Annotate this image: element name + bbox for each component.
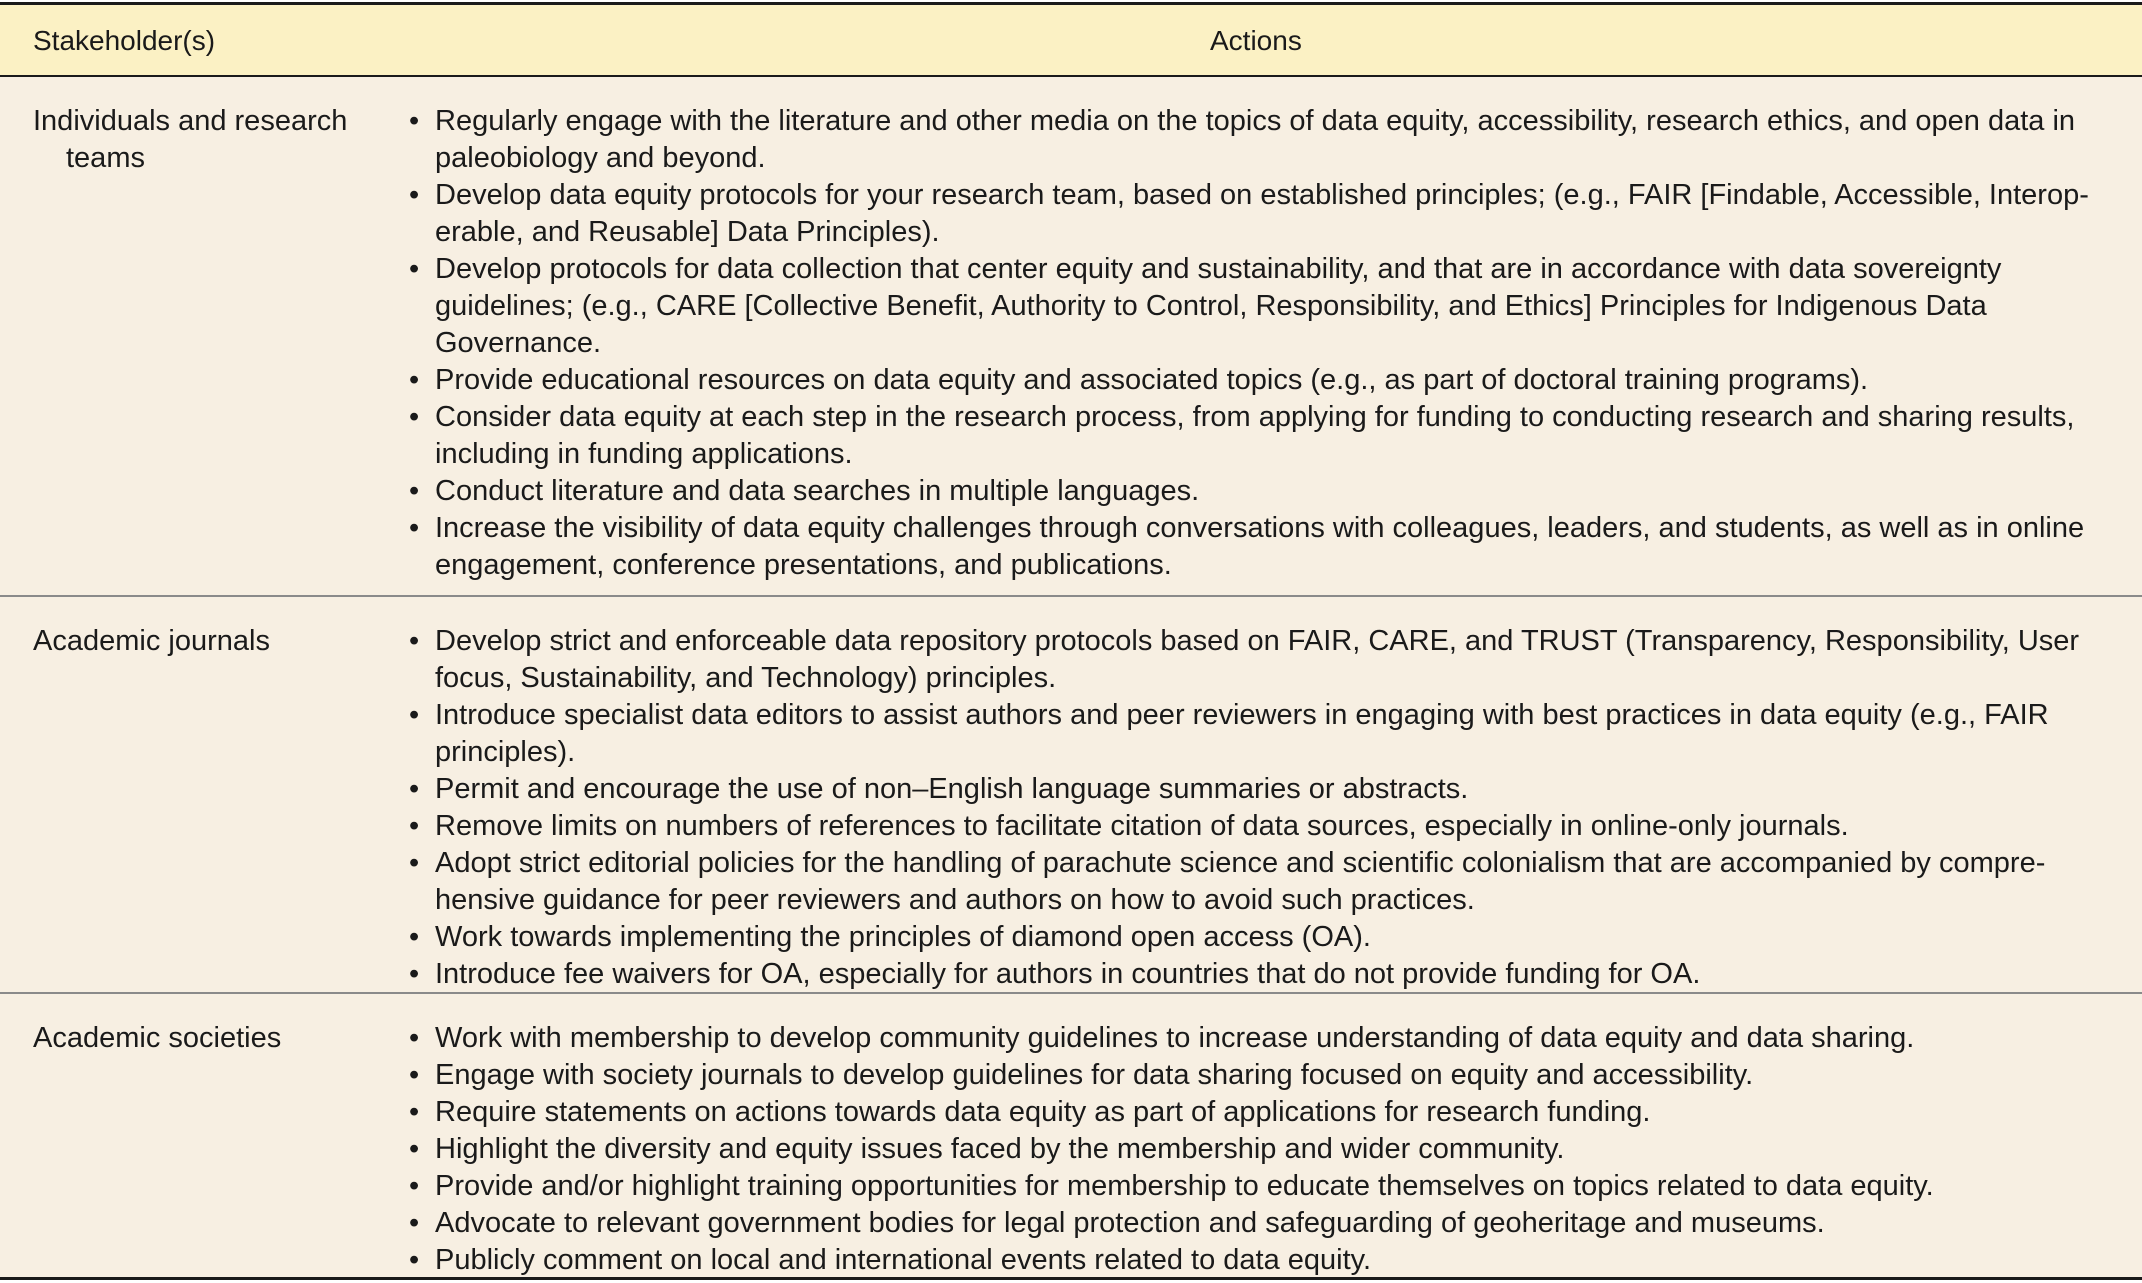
- stakeholder-actions-table: [0, 2, 2142, 1280]
- bullet-icon: •: [409, 1096, 420, 1128]
- action-text-line: Introduce specialist data editors to assist authors and peer reviewers in engaging with best practices in data equity (e.g., FAIR: [435, 699, 2049, 731]
- stakeholder-name: [33, 623, 393, 660]
- action-text-line: Adopt strict editorial policies for the handling of parachute science and scientific colonialism that are accompanied by compre-: [435, 847, 2046, 879]
- bullet-icon: •: [409, 921, 420, 953]
- action-text-line: Permit and encourage the use of non–English language summaries or abstracts.: [435, 773, 1469, 805]
- stakeholder-name-line: teams: [66, 142, 145, 174]
- bullet-icon: •: [409, 475, 420, 507]
- stakeholder-name-line: Individuals and research: [33, 105, 348, 137]
- bullet-icon: •: [409, 625, 420, 657]
- action-text-line: Consider data equity at each step in the research process, from applying for funding to conducting research and sharing results,: [435, 401, 2075, 433]
- action-item: [405, 103, 2117, 177]
- header-stakeholders: Stakeholder(s): [33, 25, 216, 56]
- bullet-icon: •: [409, 364, 420, 396]
- action-text-line: Conduct literature and data searches in multiple languages.: [435, 475, 1200, 507]
- action-text-line: erable, and Reusable] Data Principles).: [435, 216, 940, 248]
- action-text-line: Work with membership to develop community guidelines to increase understanding of data equity and data sharing.: [435, 1022, 1915, 1054]
- actions-list: [405, 623, 2117, 993]
- action-text-line: principles).: [435, 736, 576, 768]
- action-text-line: Engage with society journals to develop guidelines for data sharing focused on equity and accessibility.: [435, 1059, 1754, 1091]
- action-text-line: Develop protocols for data collection that center equity and sustainability, and that are in accordance with data sovereignty: [435, 253, 2002, 285]
- action-item: [405, 956, 2117, 993]
- bullet-icon: •: [409, 958, 420, 990]
- stakeholder-name-line: Academic societies: [33, 1022, 282, 1054]
- action-text-line: Provide educational resources on data equity and associated topics (e.g., as part of doctoral training programs).: [435, 364, 1869, 396]
- action-item: [405, 623, 2117, 697]
- table-header-row: [0, 5, 2142, 77]
- action-item: [405, 510, 2117, 584]
- action-text-line: Advocate to relevant government bodies for legal protection and safeguarding of geoheritage and museums.: [435, 1207, 1825, 1239]
- action-text-line: Work towards implementing the principles of diamond open access (OA).: [435, 921, 1371, 953]
- table-row: [0, 77, 2142, 597]
- action-item: [405, 251, 2117, 362]
- bullet-icon: •: [409, 401, 420, 433]
- action-text-line: Introduce fee waivers for OA, especially for authors in countries that do not provide funding for OA.: [435, 958, 1701, 990]
- stakeholder-name: [33, 1020, 393, 1057]
- bullet-icon: •: [409, 1133, 420, 1165]
- action-item: [405, 1131, 2117, 1168]
- action-text-line: hensive guidance for peer reviewers and authors on how to avoid such practices.: [435, 884, 1475, 916]
- bullet-icon: •: [409, 1207, 420, 1239]
- action-text-line: Develop data equity protocols for your research team, based on established principles; (e.g., FAIR [Findable, Accessible, Interop-: [435, 179, 2089, 211]
- bullet-icon: •: [409, 1170, 420, 1202]
- bullet-icon: •: [409, 253, 420, 285]
- action-item: [405, 845, 2117, 919]
- actions-list: [405, 1020, 2117, 1279]
- action-text-line: paleobiology and beyond.: [435, 142, 766, 174]
- bullet-icon: •: [409, 699, 420, 731]
- bullet-icon: •: [409, 773, 420, 805]
- action-text-line: guidelines; (e.g., CARE [Collective Benefit, Authority to Control, Responsibility, and Ethics] Principles for Indigenous Data: [435, 290, 1987, 322]
- action-text-line: Highlight the diversity and equity issues faced by the membership and wider community.: [435, 1133, 1565, 1165]
- action-item: [405, 399, 2117, 473]
- action-item: [405, 808, 2117, 845]
- table-row: [0, 597, 2142, 994]
- action-text-line: including in funding applications.: [435, 438, 853, 470]
- action-text-line: Require statements on actions towards data equity as part of applications for research funding.: [435, 1096, 1651, 1128]
- action-text-line: Remove limits on numbers of references to facilitate citation of data sources, especially in online-only journals.: [435, 810, 1849, 842]
- action-text-line: Publicly comment on local and international events related to data equity.: [435, 1244, 1372, 1276]
- action-text-line: Provide and/or highlight training opportunities for membership to educate themselves on topics related to data equity.: [435, 1170, 1934, 1202]
- action-text-line: focus, Sustainability, and Technology) principles.: [435, 662, 1057, 694]
- action-text-line: Regularly engage with the literature and other media on the topics of data equity, accessibility, research ethics, and open data in: [435, 105, 2076, 137]
- header-actions: Actions: [1210, 25, 1302, 56]
- table-row: [0, 994, 2142, 1277]
- action-item: [405, 1242, 2117, 1279]
- bullet-icon: •: [409, 179, 420, 211]
- action-item: [405, 177, 2117, 251]
- action-item: [405, 919, 2117, 956]
- stakeholder-name-line: Academic journals: [33, 625, 270, 657]
- bullet-icon: •: [409, 105, 420, 137]
- action-item: [405, 1094, 2117, 1131]
- action-item: [405, 697, 2117, 771]
- action-item: [405, 473, 2117, 510]
- action-text-line: Governance.: [435, 327, 602, 359]
- bullet-icon: •: [409, 810, 420, 842]
- bullet-icon: •: [409, 512, 420, 544]
- action-text-line: engagement, conference presentations, and publications.: [435, 549, 1172, 581]
- action-item: [405, 1168, 2117, 1205]
- action-item: [405, 1057, 2117, 1094]
- action-item: [405, 1205, 2117, 1242]
- action-text-line: Develop strict and enforceable data repository protocols based on FAIR, CARE, and TRUST (Transparency, Responsibility, User: [435, 625, 2080, 657]
- action-item: [405, 771, 2117, 808]
- action-item: [405, 362, 2117, 399]
- actions-list: [405, 103, 2117, 584]
- bullet-icon: •: [409, 1022, 420, 1054]
- bullet-icon: •: [409, 1244, 420, 1276]
- stakeholder-name: [33, 103, 393, 177]
- bullet-icon: •: [409, 1059, 420, 1091]
- bullet-icon: •: [409, 847, 420, 879]
- action-text-line: Increase the visibility of data equity challenges through conversations with colleagues, leaders, and students, as well as in online: [435, 512, 2085, 544]
- action-item: [405, 1020, 2117, 1057]
